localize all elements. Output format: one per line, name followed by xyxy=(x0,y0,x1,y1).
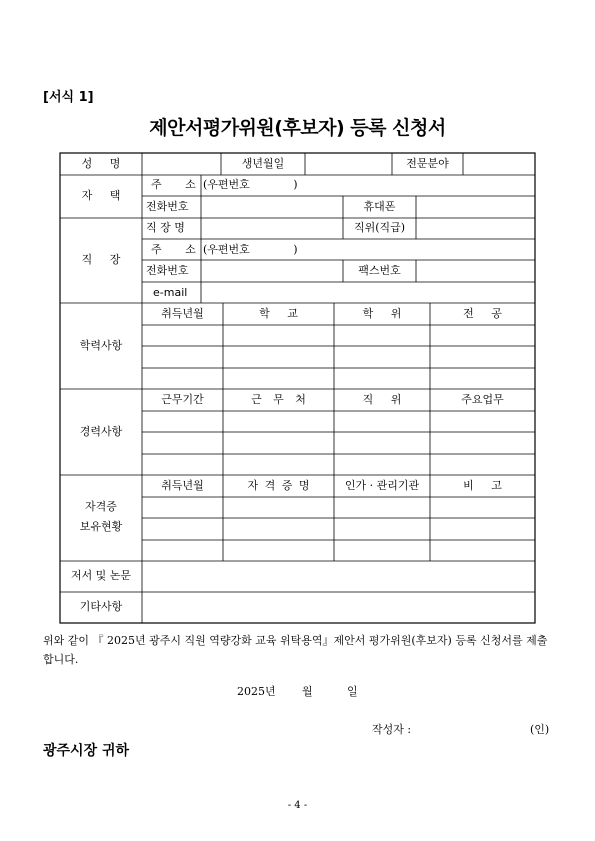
specialty-label: 전문분야 xyxy=(406,157,449,170)
email-field[interactable] xyxy=(202,283,534,303)
cert-header: 비 고 xyxy=(463,479,502,492)
cert-label-line1: 자격증 xyxy=(85,500,117,513)
page-title: 제안서평가위원(후보자) 등록 신청서 xyxy=(149,117,446,139)
addressee: 광주시장 귀하 xyxy=(43,743,130,759)
workplace-name-field[interactable] xyxy=(202,218,342,238)
birth-label: 생년월일 xyxy=(241,157,285,170)
work-postal-field[interactable]: (우편번호 ) xyxy=(203,243,298,256)
education-label: 학력사항 xyxy=(79,339,123,352)
cert-header: 자 격 증 명 xyxy=(247,479,310,492)
name-field[interactable] xyxy=(143,154,220,174)
edu-header: 전 공 xyxy=(463,307,502,320)
papers-field[interactable] xyxy=(143,562,534,591)
date-day: 일 xyxy=(347,685,358,698)
specialty-field[interactable] xyxy=(464,154,534,174)
name-label: 성 명 xyxy=(81,157,121,170)
home-address-label: 주 소 xyxy=(151,178,196,191)
career-label: 경력사항 xyxy=(79,425,123,438)
mobile-field[interactable] xyxy=(417,197,534,217)
work-phone-field[interactable] xyxy=(202,261,342,281)
author-label: 작성자 : xyxy=(372,723,412,736)
career-header: 근 무 처 xyxy=(251,393,306,406)
career-header: 근무기간 xyxy=(161,393,204,406)
edu-header: 학 위 xyxy=(362,307,402,320)
home-label: 자 택 xyxy=(81,189,121,202)
etc-field[interactable] xyxy=(143,593,534,622)
workplace-name-label: 직 장 명 xyxy=(146,221,185,234)
home-postal-field[interactable]: (우편번호 ) xyxy=(203,178,298,191)
seal-label: (인) xyxy=(530,723,550,736)
cert-header: 인가 · 관리기관 xyxy=(344,479,420,492)
mobile-label: 휴대폰 xyxy=(363,200,396,213)
date-year: 2025년 xyxy=(237,685,276,698)
page-number: - 4 - xyxy=(287,800,308,811)
position-field[interactable] xyxy=(417,218,534,238)
edu-header: 취득년월 xyxy=(161,307,204,320)
date-month: 월 xyxy=(302,685,313,698)
email-label: e-mail xyxy=(153,286,188,299)
fax-field[interactable] xyxy=(417,261,534,281)
work-address-label: 주 소 xyxy=(151,243,196,256)
edu-header: 학 교 xyxy=(259,307,298,320)
career-header: 주요업무 xyxy=(461,393,504,406)
papers-label: 저서 및 논문 xyxy=(70,569,132,582)
cert-label-line2: 보유현황 xyxy=(79,520,123,533)
home-phone-label: 전화번호 xyxy=(146,200,189,213)
career-header: 직 위 xyxy=(362,393,402,406)
position-label: 직위(직급) xyxy=(353,221,406,234)
home-phone-field[interactable] xyxy=(202,197,342,217)
statement-text: 위와 같이 『 2025년 광주시 직원 역량강화 교육 위탁용역』제안서 평가위원(후보자) 등록 신청서를 제출합니다. xyxy=(43,634,548,666)
form-label: [서식 1] xyxy=(43,90,94,105)
work-label: 직 장 xyxy=(81,253,121,266)
fax-label: 팩스번호 xyxy=(358,264,401,277)
birth-field[interactable] xyxy=(306,154,391,174)
work-phone-label: 전화번호 xyxy=(146,264,189,277)
cert-header: 취득년월 xyxy=(161,479,204,492)
etc-label: 기타사항 xyxy=(79,600,123,613)
